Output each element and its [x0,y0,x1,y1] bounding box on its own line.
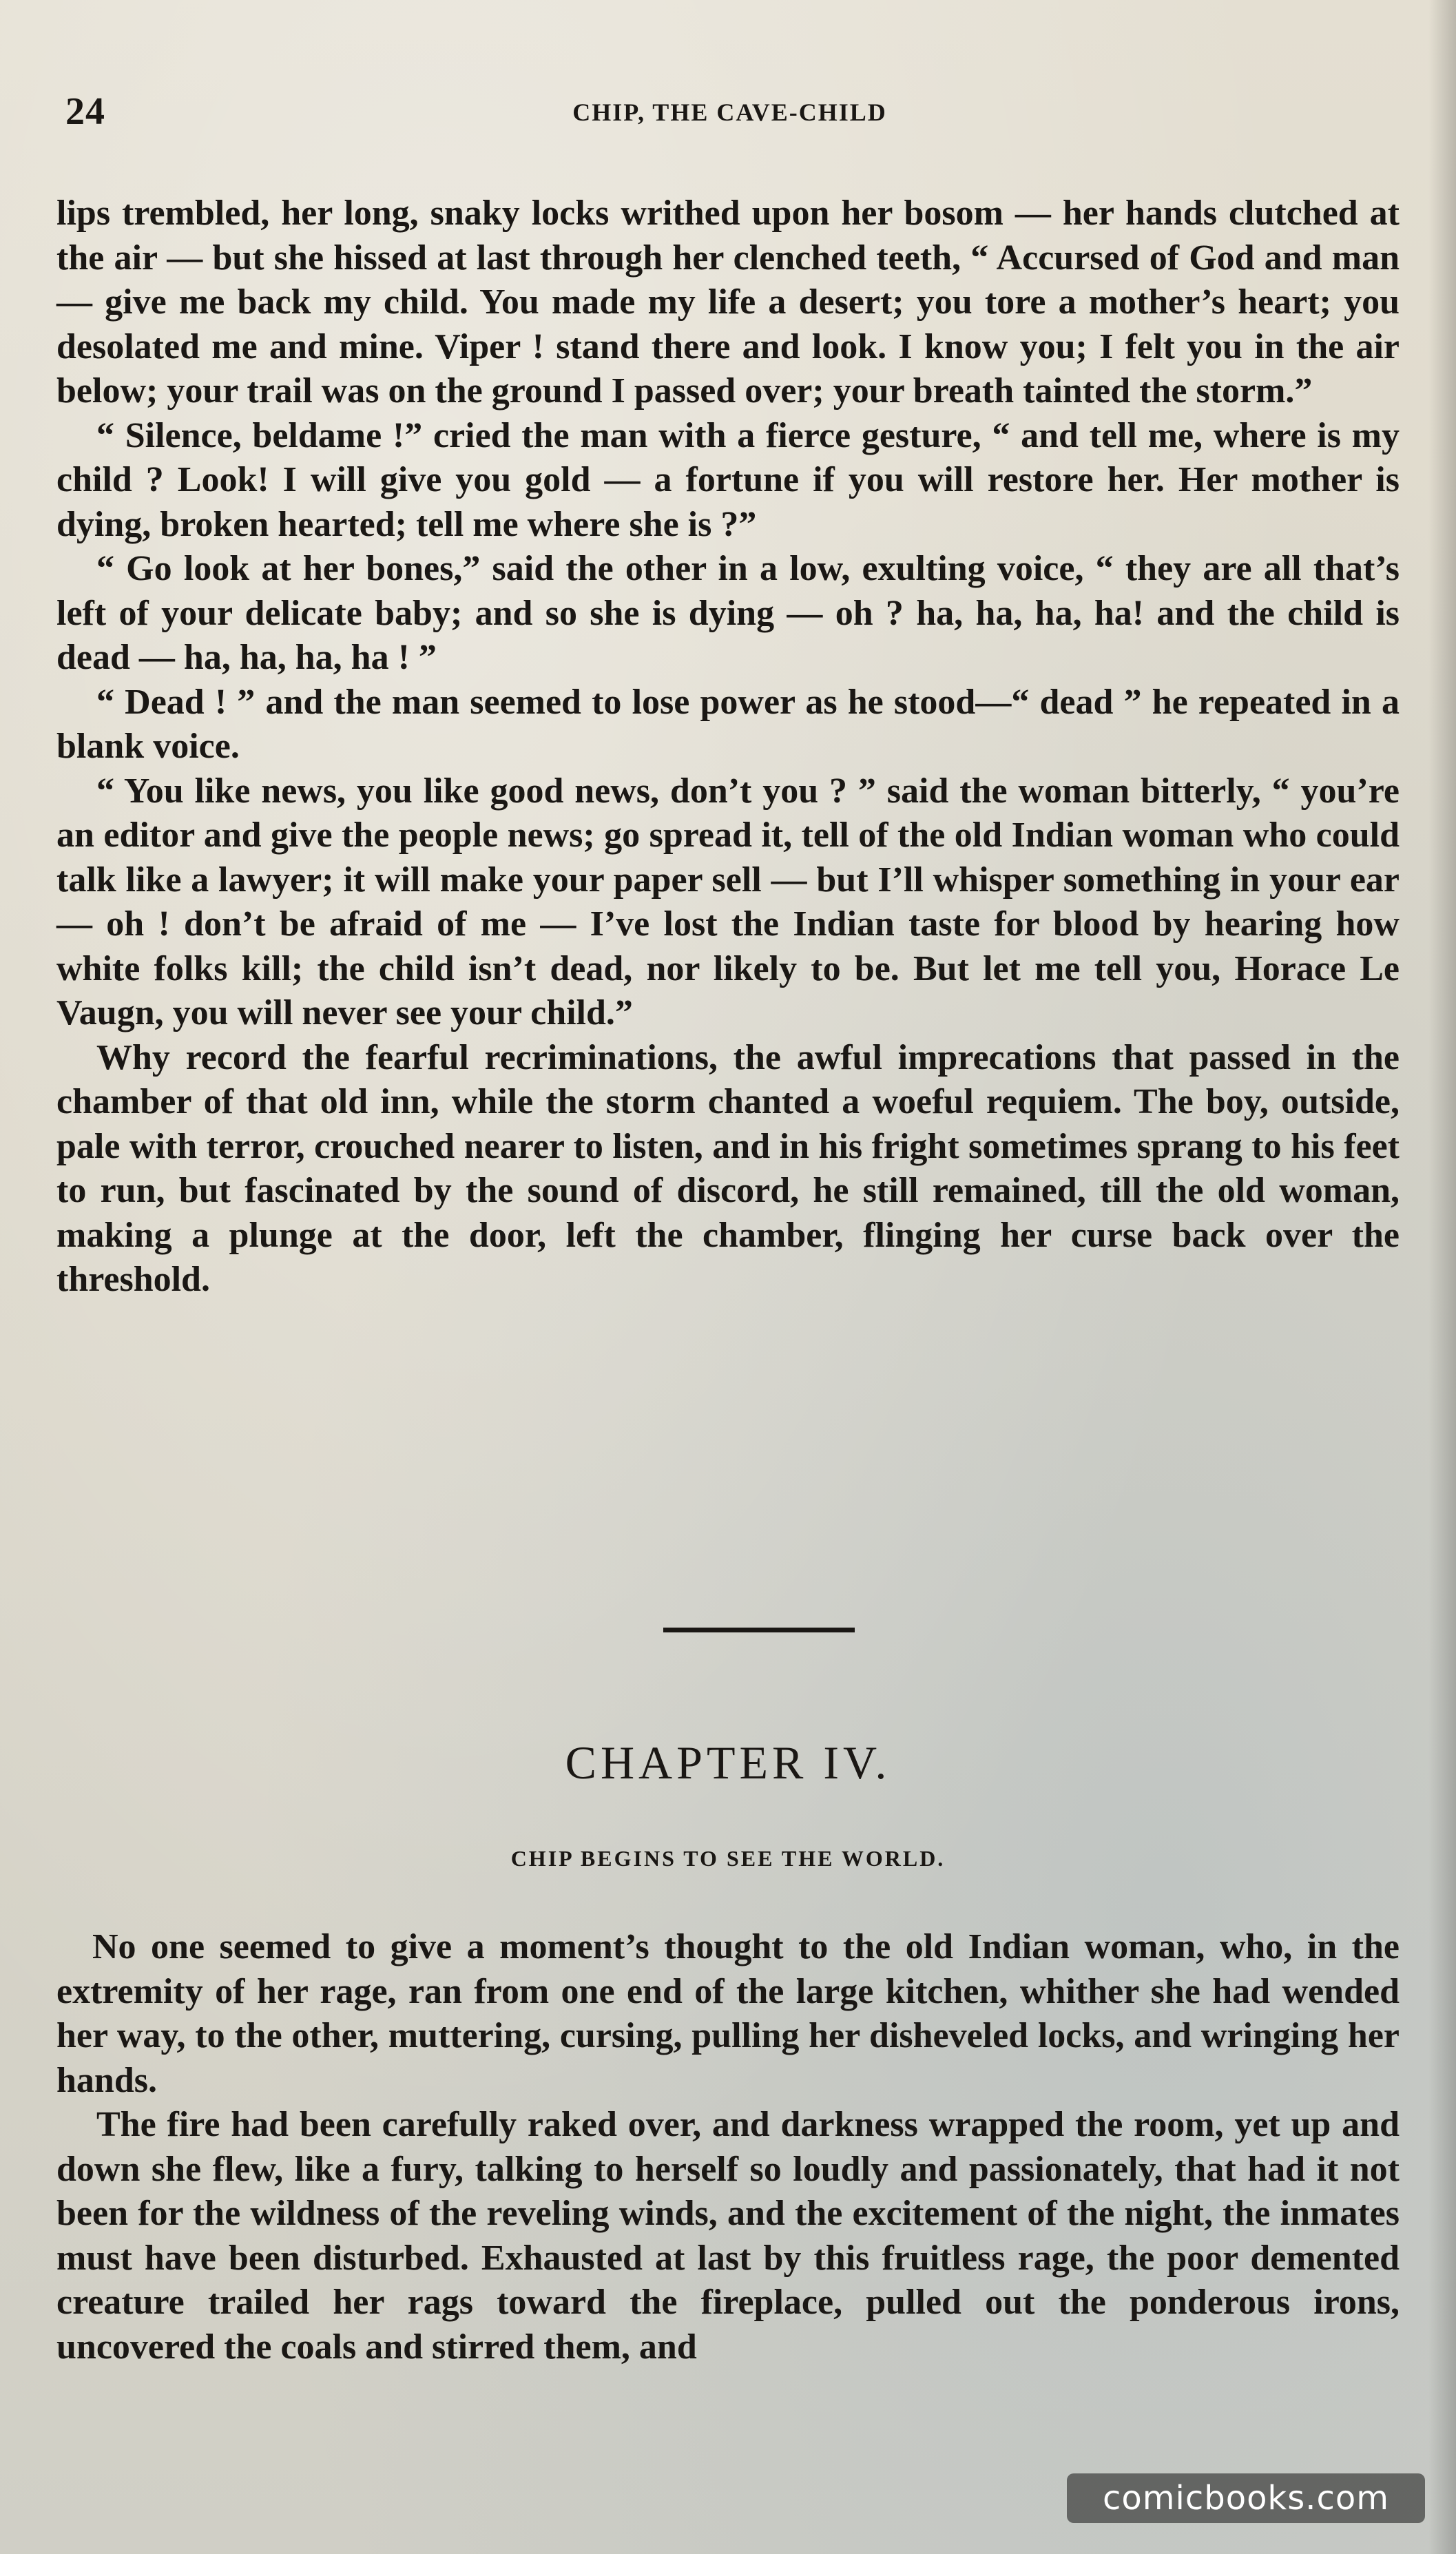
paragraph: lips trembled, her long, snaky locks writhed upon her bosom — her hands clutched at the air — but she hissed at last through her clenched teeth, “ Accursed of God and man — give me back my child. You made my life a desert; you tore a mother’s heart; you desolated me and mine. Viper ! stand there and look. I know you; I felt you in the air below; your trail was on the ground I passed over; your breath tainted the storm.” [56,194,1400,411]
chapter-subtitle: CHIP BEGINS TO SEE THE WORLD. [510,1846,946,1871]
watermark-logo: comicbooks.com [1067,2473,1425,2523]
body-text-section-1 [56,191,1400,1302]
paragraph: “ Dead ! ” and the man seemed to lose power as he stood—“ dead ” he repeated in a blank voice. [56,682,1400,766]
paragraph: “ Go look at her bones,” said the other in a low, exulting voice, “ they are all that’s left of your delicate baby; and so she is dying — oh ? ha, ha, ha, ha! and the child is dead — ha, ha, ha, ha ! ” [56,549,1400,677]
page-header [65,90,1394,131]
paragraph: “ Silence, beldame !” cried the man with a fierce gesture, “ and tell me, where is my child ? Look! I will give you gold — a fortune if you will restore her. Her mother is dying, broken hearted; tell me where she is ?” [56,415,1400,544]
paragraph: “ You like news, you like good news, don’t you ? ” said the woman bitterly, “ you’re an editor and give the people news; go spread it, tell of the old Indian woman who could talk like a lawyer; it will make your paper sell — but I’ll whisper something in your ear — oh ! don’t be afraid of me — I’ve lost the Indian taste for blood by hearing how white folks kill; the child isn’t dead, nor likely to be. But let me tell you, Horace Le Vaugn, you will never see your child.” [56,771,1400,1032]
paragraph: No one seemed to give a moment’s thought to the old Indian woman, who, in the extremity of her rage, ran from one end of the large kitchen, whither she had wended her way, to the other, muttering, cursing, pulling her disheveled locks, and wringing her hands. [56,1927,1400,2100]
paragraph: The fire had been carefully raked over, and darkness wrapped the room, yet up and down she flew, like a fury, talking to herself so loudly and passionately, that had it not been for the wildness of the reveling winds, and the excitement of the night, the inmates must have been disturbed. Exhausted at last by this fruitless rage, the poor demented creature trailed her rags toward the fireplace, pulled out the ponderous irons, uncovered the coals and stirred them, and [56,2105,1400,2367]
section-divider-rule [663,1628,855,1632]
chapter-title: CHAPTER IV. [565,1736,891,1789]
page-number: 24 [65,90,105,133]
body-text-section-2 [56,1925,1400,2369]
running-head: CHIP, THE CAVE-CHILD [572,98,887,126]
paragraph: Why record the fearful recriminations, the awful imprecations that passed in the chamber of that old inn, while the storm chanted a woeful requiem. The boy, outside, pale with terror, crouched nearer to listen, and in his fright sometimes sprang to his feet to run, but fascinated by the sound of discord, he still remained, till the old woman, making a plunge at the door, left the chamber, flinging her curse back over the threshold. [56,1037,1400,1299]
